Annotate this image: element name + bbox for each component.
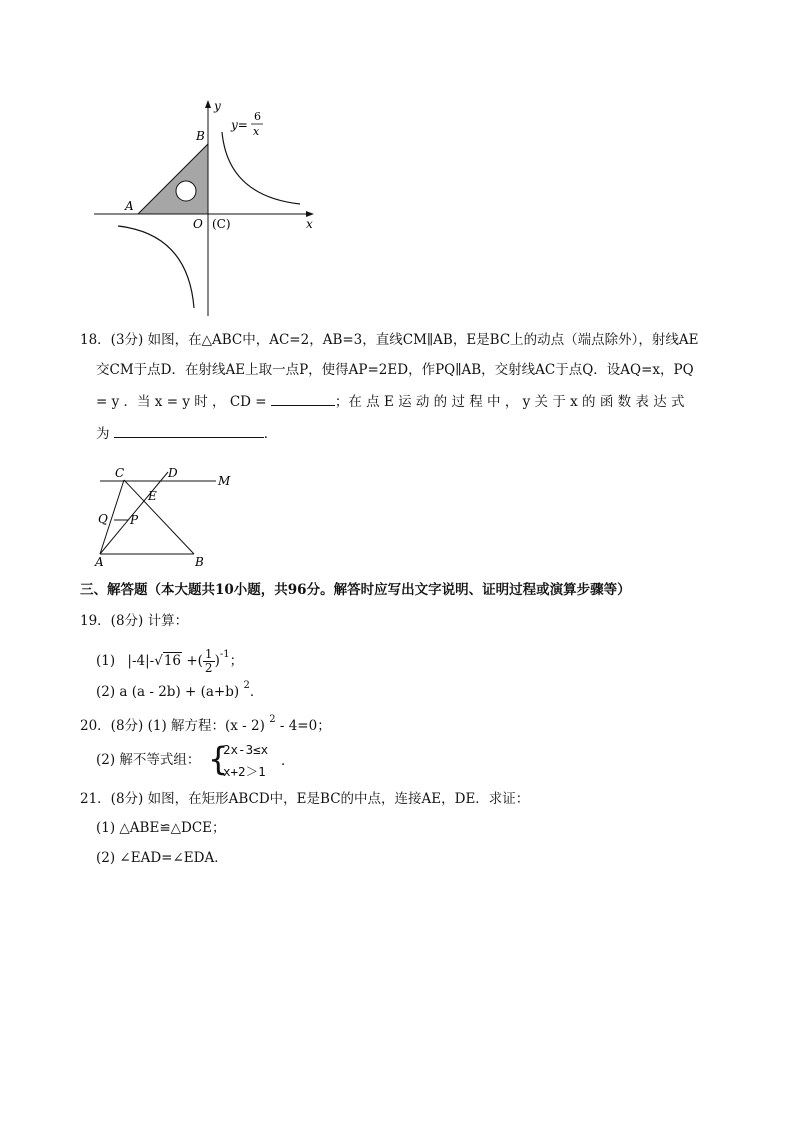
q19-p1-num: 1 — [204, 647, 213, 661]
section3-title: 三、解答题（本大题共10小题，共96分。解答时应写出文字说明、证明过程或演算步骤等） — [80, 582, 631, 598]
fig18-label-p: P — [130, 513, 139, 527]
q19-p1-close: ) — [214, 653, 220, 669]
hyperbola-branch-1 — [222, 132, 300, 204]
q19-p2-exp: 2 — [243, 680, 250, 691]
q19-p1-exp: -1 — [219, 649, 230, 660]
label-o: O — [193, 217, 203, 231]
func-prefix: y= — [231, 118, 248, 132]
fig18-label-b: B — [195, 555, 204, 569]
q21-part2: (2) ∠EAD=∠EDA． — [96, 850, 228, 866]
q18-line2: 交CM于点D．在射线AE上取一点P，使得AP=2ED，作PQ∥AB，交射线AC于点Q．设AQ=x，PQ — [96, 362, 694, 378]
q19-p1-minus: - — [149, 653, 155, 669]
q20-ineq1: 2x-3≤x — [223, 742, 269, 757]
hyperbola-branch-2 — [118, 226, 194, 308]
label-c: (C) — [212, 217, 231, 231]
q19-head: 19．(8分) 计算： — [80, 613, 189, 629]
q19-p2-end: ． — [249, 684, 264, 700]
label-y: y — [214, 99, 221, 113]
y-axis-arrow — [205, 100, 211, 108]
fig18-label-e: E — [148, 489, 157, 503]
func-den: x — [253, 125, 260, 138]
q21-head: 21．(8分) 如图，在矩形ABCD中，E是BC的中点，连接AE，DE．求证： — [80, 791, 530, 807]
answer-blank-function[interactable] — [114, 425, 264, 438]
fig18-label-m: M — [218, 474, 231, 488]
label-a: A — [125, 199, 134, 213]
label-b: B — [196, 129, 205, 143]
q20-head-exp: 2 — [269, 714, 276, 725]
q19-p1-label: (1) — [96, 653, 116, 669]
q18-line4 — [96, 424, 277, 444]
q19-p1-end: ； — [229, 653, 244, 669]
q18-line4-a: 为 — [96, 426, 110, 442]
label-x: x — [306, 217, 313, 231]
q18-line3 — [96, 392, 685, 412]
q20-head-tail: - 4=0； — [275, 718, 331, 734]
q19-part1 — [96, 646, 243, 676]
triangle-hole — [176, 181, 196, 201]
fig18-label-a: A — [95, 555, 104, 569]
q21-part1: (1) △ABE≌△DCE； — [96, 820, 226, 836]
q20-head-text: 20．(8分) (1) 解方程：(x - 2) — [80, 718, 270, 734]
fig18-label-c: C — [115, 466, 125, 480]
q18-line3-a: = y ．当 x = y 时 ， CD = — [96, 394, 271, 410]
hyperbola-figure — [88, 96, 328, 321]
q20-head — [80, 716, 331, 738]
q19-p1-den: 2 — [204, 661, 213, 675]
q18-line1: 18．(3分) 如图，在△ABC中，AC=2，AB=3，直线CM∥AB，E是BC上的动点（端点除外），射线AE — [80, 332, 699, 348]
fig18-label-q: Q — [98, 512, 108, 526]
q19-p1-abs: |-4| — [127, 653, 150, 669]
q19-p1-sqrt: 16 — [163, 653, 182, 669]
q18-line3-b: ；在 点 E 运 动 的 过 程 中 ， y 关 于 x 的 函 数 表 达 式 — [334, 394, 685, 410]
q19-p2-text: (2) a (a - 2b) + (a+b) — [96, 684, 244, 700]
triangle-abc — [138, 144, 208, 214]
q18-line4-b: ． — [263, 426, 278, 442]
fig18-label-d: D — [168, 466, 178, 480]
brace-icon: { — [208, 740, 229, 778]
q20-ineq2: x+2＞1 — [223, 764, 266, 779]
sqrt-icon: √ — [154, 653, 163, 669]
q20-p2-label: (2) 解不等式组： — [96, 752, 201, 768]
triangle-figure — [88, 462, 248, 570]
q19-p1-plus: +( — [186, 653, 203, 669]
q19-part2 — [96, 682, 263, 704]
q19-p1-fraction — [203, 648, 215, 675]
answer-blank-cd[interactable] — [271, 393, 335, 406]
func-num: 6 — [254, 110, 261, 123]
q20-p2-end: ． — [281, 753, 295, 769]
